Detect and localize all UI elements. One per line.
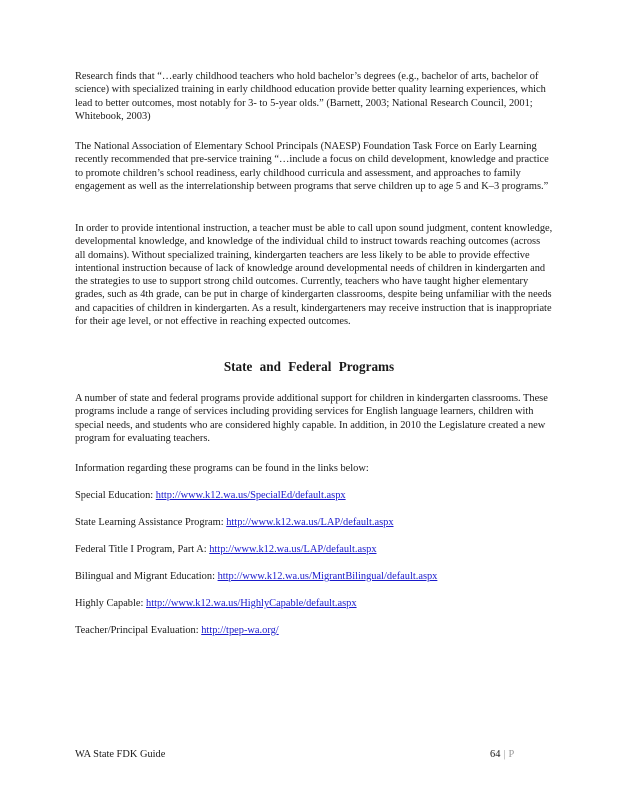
tpep-link[interactable]: http://tpep‑wa.org/: [201, 625, 279, 636]
page-label: P: [508, 749, 515, 760]
link-line-tpep: [75, 624, 279, 637]
paragraph-text: The National Association of Elementary School Principals (NAESP) Foundation Task Force on Early Learning recently recommended that pre‑service training “…include a focus on child development, knowledge and practice to promote children’s school readiness, early childhood curricula and assessment, and approaches to family engagement as well as the interrelationship between programs that serve children up to age 5 and K–3 programs.”: [75, 141, 549, 192]
footer-page-number: [490, 749, 514, 760]
paragraph-links-intro: [75, 462, 553, 475]
migrant-bilingual-link[interactable]: http://www.k12.wa.us/MigrantBilingual/default.aspx: [217, 571, 438, 582]
paragraph-research: [75, 70, 553, 123]
special-education-link[interactable]: http://www.k12.wa.us/SpecialEd/default.aspx: [155, 490, 346, 501]
page-number: 64: [490, 749, 501, 760]
link-line-title-i: [75, 543, 377, 556]
link-label: Special Education:: [75, 490, 156, 501]
highly-capable-link[interactable]: http://www.k12.wa.us/HighlyCapable/default.aspx: [146, 598, 357, 609]
section-heading: State and Federal Programs: [223, 359, 395, 374]
paragraph-text: A number of state and federal programs provide additional support for children in kindergarten classrooms. These programs include a range of services including providing services for English language learners, children with special needs, and students who are considered highly capable. In addition, in 2010 the Legislature created a new program for evaluating teachers.: [75, 393, 548, 444]
lap-link[interactable]: http://www.k12.wa.us/LAP/default.aspx: [226, 517, 394, 528]
link-line-migrant-bilingual: [75, 570, 437, 583]
paragraph-intentional-instruction: [75, 222, 553, 328]
paragraph-programs: [75, 392, 553, 445]
link-line-lap: [75, 516, 394, 529]
paragraph-text: Information regarding these programs can be found in the links below:: [75, 463, 369, 474]
link-label: Teacher/Principal Evaluation:: [75, 625, 202, 636]
link-line-highly-capable: [75, 597, 357, 610]
link-label: Highly Capable:: [75, 598, 146, 609]
footer-guide-title: WA State FDK Guide: [75, 749, 166, 760]
link-label: Federal Title I Program, Part A:: [75, 544, 210, 555]
paragraph-text: In order to provide intentional instruction, a teacher must be able to call upon sound judgment, content knowledge, developmental knowledge, and knowledge of the individual child to instruct towards reaching outcomes (across all domains). Without specialized training, kindergarten teachers are less likely to be able to provide effective intentional instruction because of lack of knowledge around developmental needs of children in kindergarten and the strategies to use to support strong child outcomes. Currently, teachers who have taught higher elementary grades, such as 4th grade, can be put in charge of kindergarten classrooms, despite being unfamiliar with the needs and capacities of children in kindergarten. As a result, kindergarteners may receive instruction that is inappropriate for their age level, or not effective in reaching expected outcomes.: [75, 223, 553, 328]
title-i-link[interactable]: http://www.k12.wa.us/LAP/default.aspx: [209, 544, 377, 555]
link-label: State Learning Assistance Program:: [75, 517, 227, 528]
footer-divider: |: [503, 749, 506, 760]
paragraph-naesp: [75, 140, 553, 193]
link-label: Bilingual and Migrant Education:: [75, 571, 218, 582]
paragraph-text: Research finds that “…early childhood teachers who hold bachelor’s degrees (e.g., bachelor of arts, bachelor of science) with specialized training in early childhood education provide better quality learning experiences, which lead to better outcomes, most notably for 3‑ to 5‑year olds.” (Barnett, 2003; National Research Council, 2001; Whitebook, 2003): [75, 71, 546, 122]
link-line-special-education: [75, 489, 346, 502]
